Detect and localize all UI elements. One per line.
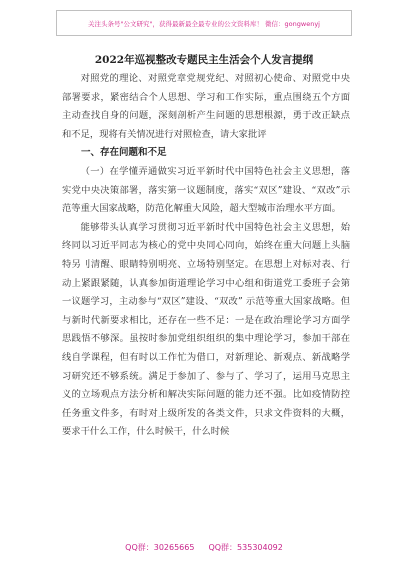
footer (0, 542, 408, 553)
promo-banner-text: 关注头条号"公文研究"，获得最新最全最专业的公文资料库！ 微信：gongwenyj (88, 19, 320, 28)
document-body (62, 70, 350, 442)
paragraph-1: （一）在学懂弄通做实习近平新时代中国特色社会主义思想，落实党中央决策部署，落实第一议题制度，落实“双区”建设、“双改”示范等重大国家战略，防范化解重大风险，超大型城市治理水平方面。 (62, 165, 350, 215)
promo-banner (56, 10, 352, 36)
paragraph-2: 能够带头认真学习贯彻习近平新时代中国特色社会主义思想，始终同以习近平同志为核心的党中央同心同向，始终在重大问题上头脑特另刂清醒、眼睛特别明亮、立场特别坚定。在思想上对标对表、行动上紧跟紧随，认真参加街道理论学习中心组和街道党工委班子会第一议题学习，主动参与“双区”建设、“双改” 示范等重大国家战略。但与新时代新要求相比，还存在一些不足：一是在政治理论学习方面学思践悟不够深。虽按时参加党组织组织的集中理论学习，参加干部在线自学课程，但有时以工作忙为借口，对新理论、新观点、新战略学习研究还不够系统。满足于参加了、参与了、学习了，运用马克思主义的立场观点方法分析和解决实际问题的能力还不强。比如疫情防控任务重文件多，有时对上级所发的各类文件，只求文件资料的大概，要求干什么工作，什么时候干，什么时候 (62, 221, 350, 438)
intro-paragraph: 对照党的理论、对照党章党规党纪、对照初心使命、对照党中央部署要求，紧密结合个人思想、学习和工作实际，重点围绕五个方面主动查找自身的问题，深刻剖析产生问题的思想根源，勇于改正缺点和不足，现将有关情况进行对照检查，请大家批评 (62, 73, 350, 140)
document-title: 2022年巡视整改专题民主生活会个人发言提纲 (94, 54, 314, 66)
section-heading: 一、存在问题和不足 (81, 147, 167, 159)
qq-group-1: QQ群：30265665 (125, 543, 195, 552)
qq-group-2: QQ群：535304092 (208, 543, 283, 552)
